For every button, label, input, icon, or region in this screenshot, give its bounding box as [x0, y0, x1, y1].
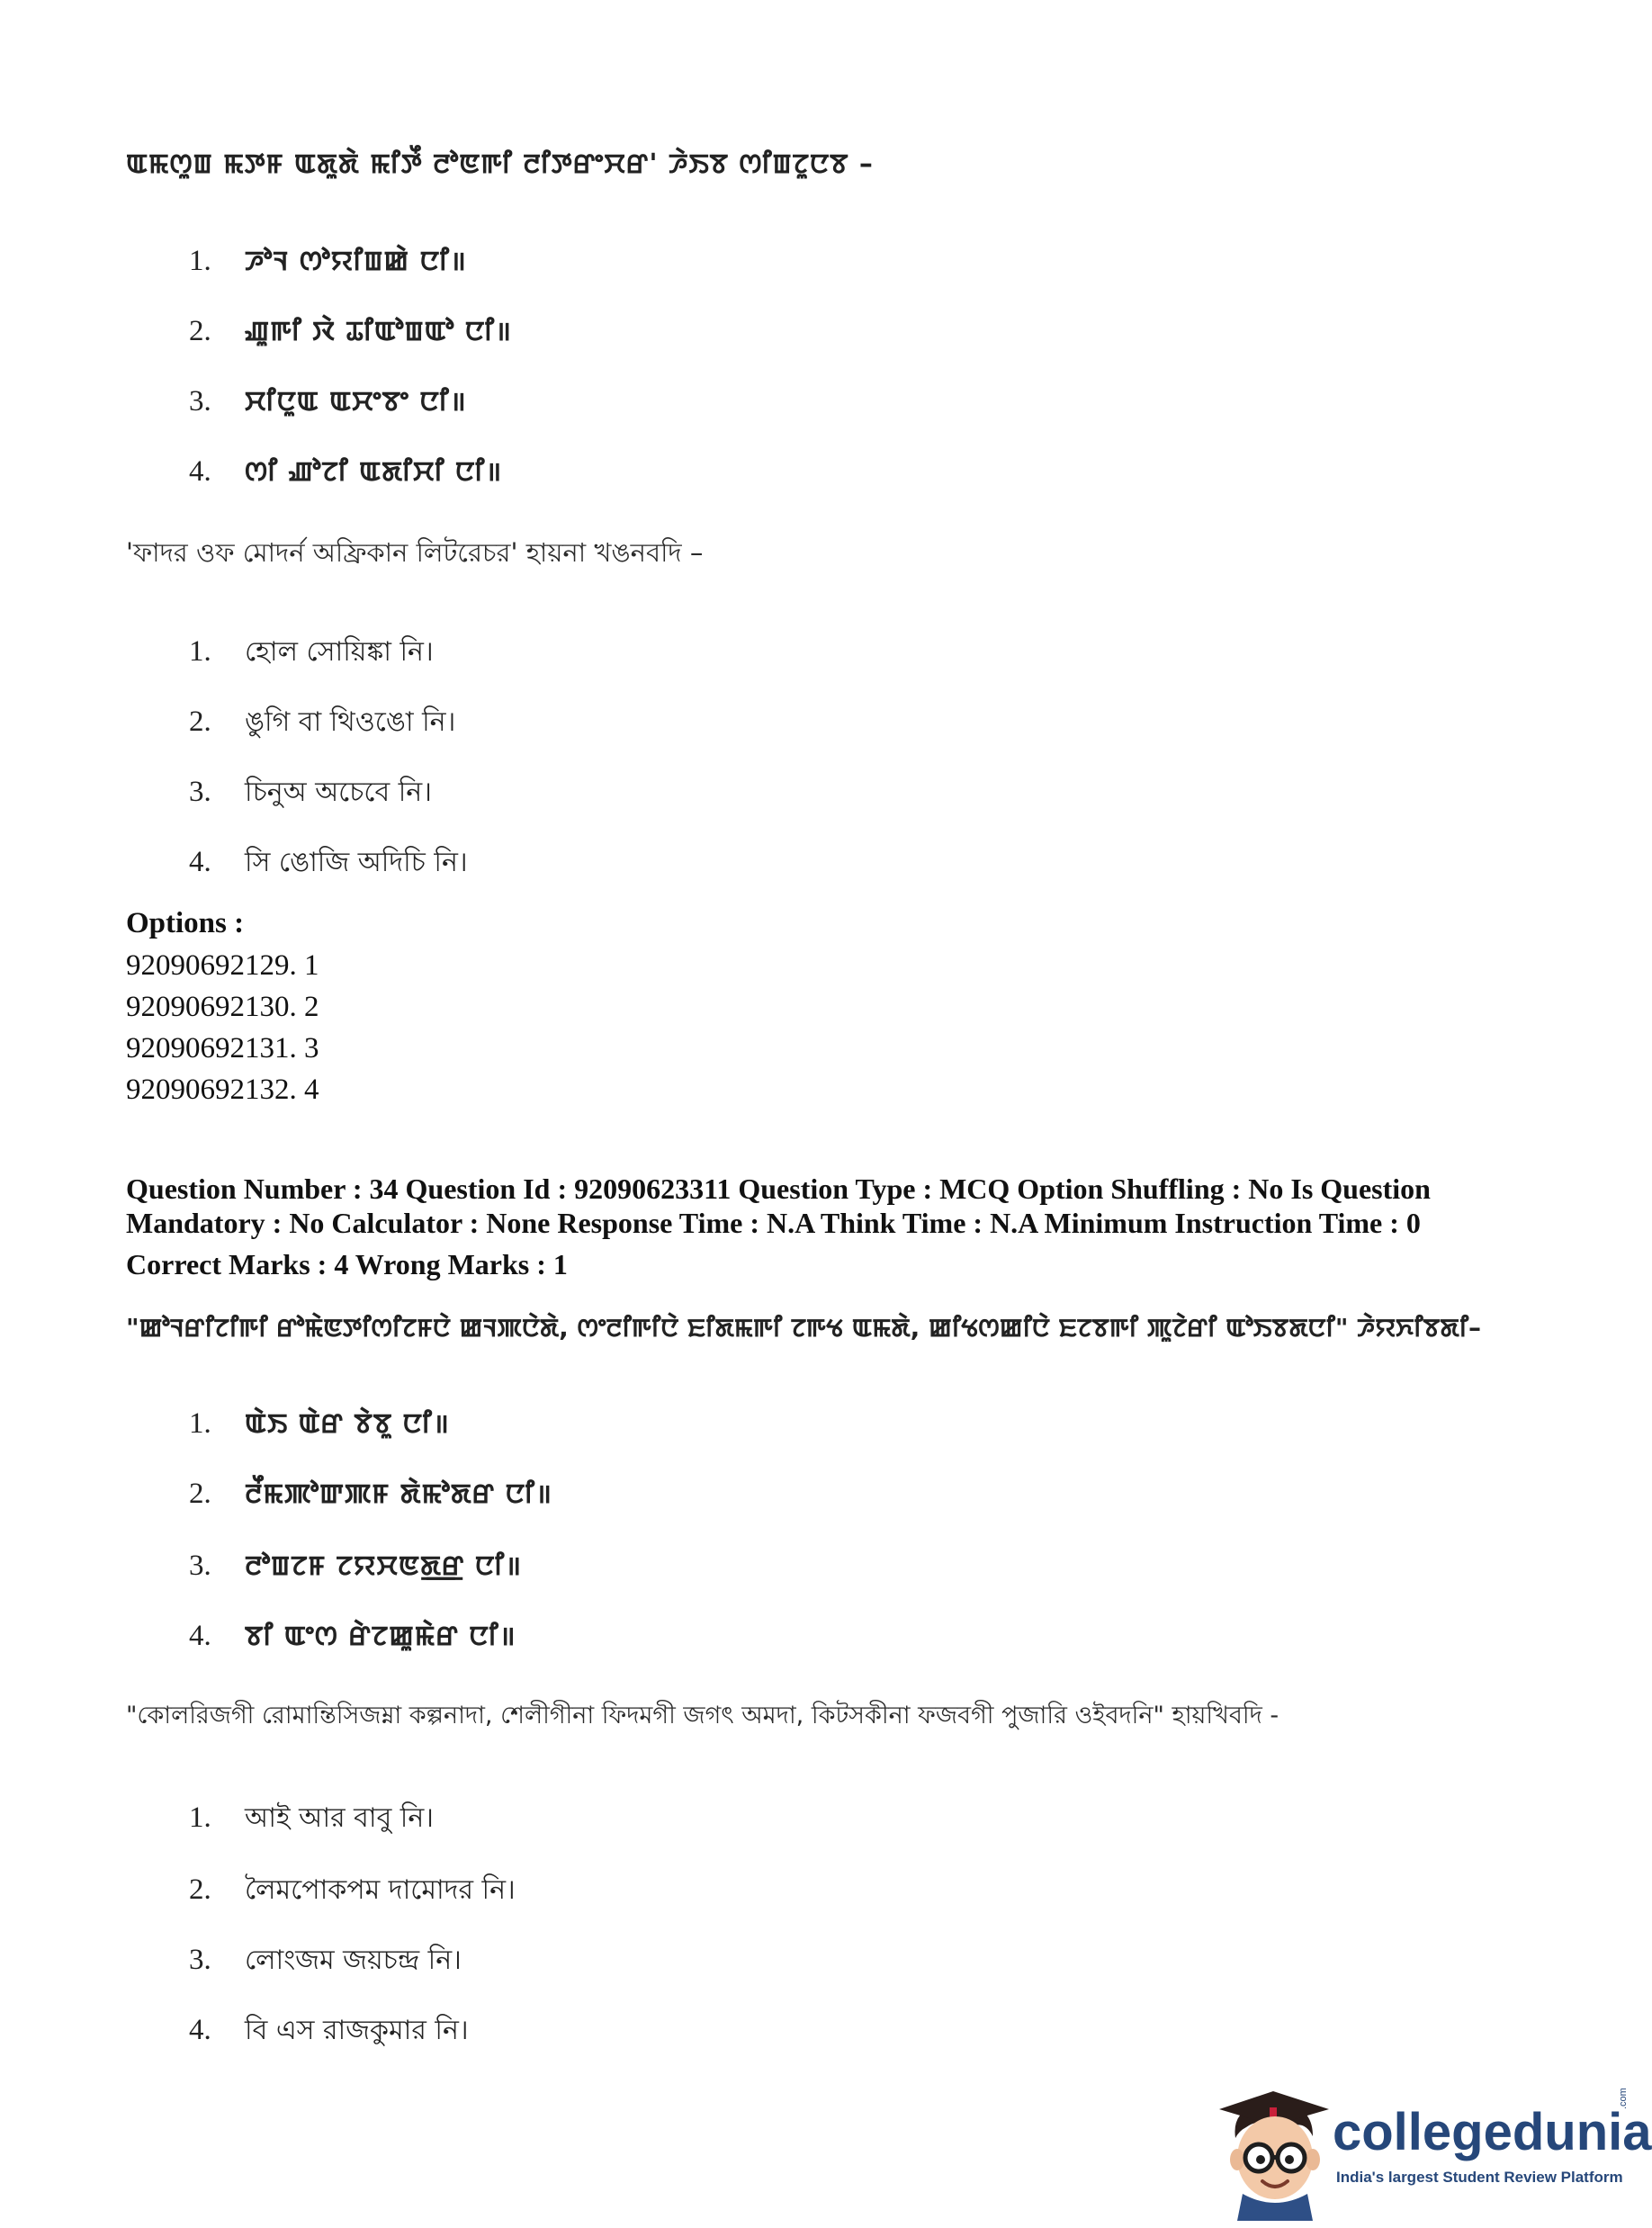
option-text: ꯉꯨꯒꯤ ꯋꯥ ꯊꯤꯑꯣꯡꯑꯣ ꯅꯤ॥ — [245, 316, 512, 347]
question-34-bengali-text: "কোলরিজগী রোমান্তিসিজম্না কল্পনাদা, শেলীগীনা ফিদমগী জগৎ অমদা, কিটসকীনা ফজবগী পুজারি ওইবদনি" হায়খিবদি - — [126, 1702, 1279, 1729]
q33-mm-option-4 — [189, 452, 502, 490]
option-number: 4. — [189, 846, 211, 878]
option-number: 1. — [189, 1407, 211, 1440]
option-text: ꯆꯤꯅꯨꯑ ꯑꯆꯦꯕꯦ ꯅꯤ॥ — [245, 386, 467, 418]
brand-domain: .com — [1618, 2088, 1629, 2109]
option-text: ꯂꯣꯡꯖꯝ ꯖꯌꯆꯟꯗ꯭ꯔ ꯅꯤ॥ — [245, 1550, 523, 1582]
options-label: Options : — [126, 907, 245, 939]
q33-mm-option-2 — [189, 311, 512, 349]
q34-bn-option-4 — [189, 2008, 469, 2054]
option-text: আই আর বাবু নি। — [245, 1802, 435, 1834]
q34-bn-option-1 — [189, 1796, 434, 1842]
meta-line-2: Mandatory : No Calculator : None Response Time : N.A Think Time : N.A Minimum Instruction Time : 0 — [126, 1207, 1421, 1239]
answer-option-4: 92090692132. 4 — [126, 1074, 319, 1106]
q34-mm-option-3 — [189, 1546, 522, 1584]
option-number: 3. — [189, 1944, 211, 1976]
q34-mm-option-4 — [189, 1616, 516, 1654]
option-number: 4. — [189, 1620, 211, 1652]
answer-option-2: 92090692130. 2 — [126, 991, 319, 1023]
option-number: 3. — [189, 776, 211, 808]
option-number: 2. — [189, 315, 211, 347]
option-text: ꯑꯥꯏ ꯑꯥꯔ ꯕꯥꯕꯨ ꯅꯤ॥ — [245, 1408, 450, 1440]
question-34-manipuri-text: "ꯀꯣꯜꯔꯤꯖꯤꯒꯤ ꯔꯣꯃꯥꯟꯇꯤꯁꯤꯖꯝꯅꯥ ꯀꯜꯄꯅꯥꯗꯥ, ꯁꯦꯂꯤꯒꯤꯅꯥ ꯐꯤꯗꯃꯒꯤ ꯖꯒꯠ ꯑꯃꯗꯥ, ꯀꯤꯠꯁꯀꯤꯅꯥ ꯐꯖꯕꯒꯤ ꯄꯨꯖꯥꯔꯤ ꯑꯣꯏꯕꯗꯅꯤ" ꯍꯥꯌꯈꯤꯕꯗꯤ– — [126, 1313, 1482, 1343]
option-text: ꯂꯩꯃꯄꯣꯛꯄꯝ ꯗꯥꯃꯣꯗꯔ ꯅꯤ॥ — [245, 1478, 552, 1510]
option-text: লৈমপোকপম দামোদর নি। — [245, 1874, 516, 1906]
option-number: 1. — [189, 635, 211, 668]
q34-bn-option-3 — [189, 1938, 462, 1984]
q33-bn-option-4 — [189, 840, 468, 886]
q33-mm-option-1 — [189, 241, 467, 279]
answer-option-1: 92090692129. 1 — [126, 949, 319, 982]
option-number: 3. — [189, 1550, 211, 1582]
q34-mm-option-1 — [189, 1404, 450, 1442]
option-text: সি ঙোজি অদিচি নি। — [245, 847, 468, 878]
option-number: 4. — [189, 455, 211, 488]
q34-bn-option-2 — [189, 1868, 516, 1914]
question-33-bengali-text: 'ফাদর ওফ মোদর্ন অফ্রিকান লিটরেচর' হায়না খঙনবদি – — [126, 537, 704, 568]
q33-bn-option-3 — [189, 770, 432, 816]
mascot-icon — [1219, 2086, 1336, 2221]
answer-option-3: 92090692131. 3 — [126, 1032, 319, 1065]
q34-mm-option-2 — [189, 1474, 552, 1512]
option-text: বি এস রাজকুমার নি। — [245, 2015, 469, 2046]
brand-tagline: India's largest Student Review Platform — [1336, 2169, 1623, 2186]
option-text: ꯕꯤ ꯑꯦꯁ ꯔꯥꯖꯀꯨꯃꯥꯔ ꯅꯤ॥ — [245, 1621, 516, 1652]
meta-line-3: Correct Marks : 4 Wrong Marks : 1 — [126, 1248, 568, 1280]
q33-bn-option-1 — [189, 630, 434, 676]
option-text: ꯁꯤ ꯉꯣꯖꯤ ꯑꯗꯤꯆꯤ ꯅꯤ॥ — [245, 456, 503, 488]
option-text: চিনুঅ অচেবে নি। — [245, 777, 432, 808]
question-34-meta — [126, 1172, 1566, 1281]
option-text: ꯍꯣꯜ ꯁꯣꯌꯤꯡꯀꯥ ꯅꯤ॥ — [245, 246, 467, 277]
option-text: হোল সোয়িঙ্কা নি। — [245, 636, 434, 668]
collegedunia-logo[interactable] — [1219, 2086, 1652, 2221]
q33-bn-option-2 — [189, 700, 455, 746]
q33-mm-option-3 — [189, 382, 467, 419]
meta-line-1: Question Number : 34 Question Id : 92090623311 Question Type : MCQ Option Shuffling : No Is Question — [126, 1172, 1431, 1205]
question-33-manipuri-text: ꯑꯃꯁꯨꯡ ꯃꯇꯝ ꯑꯗꯨꯗꯥ ꯃꯤꯇꯩ ꯂꯣꯟꯒꯤ ꯂꯤꯇꯔꯦꯆꯔ' ꯍꯥꯏꯕ ꯁꯤꯡꯖꯨꯅꯕ – — [126, 148, 874, 180]
option-number: 3. — [189, 385, 211, 418]
option-number: 1. — [189, 1801, 211, 1834]
option-number: 2. — [189, 1478, 211, 1510]
option-number: 1. — [189, 245, 211, 277]
option-text: ঙুগি বা থিওঙো নি। — [245, 706, 456, 738]
option-number: 2. — [189, 1873, 211, 1906]
brand-name: collegedunia — [1333, 2103, 1652, 2161]
option-text: লোংজম জয়চন্দ্র নি। — [245, 1945, 462, 1976]
option-number: 2. — [189, 705, 211, 738]
option-number: 4. — [189, 2014, 211, 2046]
